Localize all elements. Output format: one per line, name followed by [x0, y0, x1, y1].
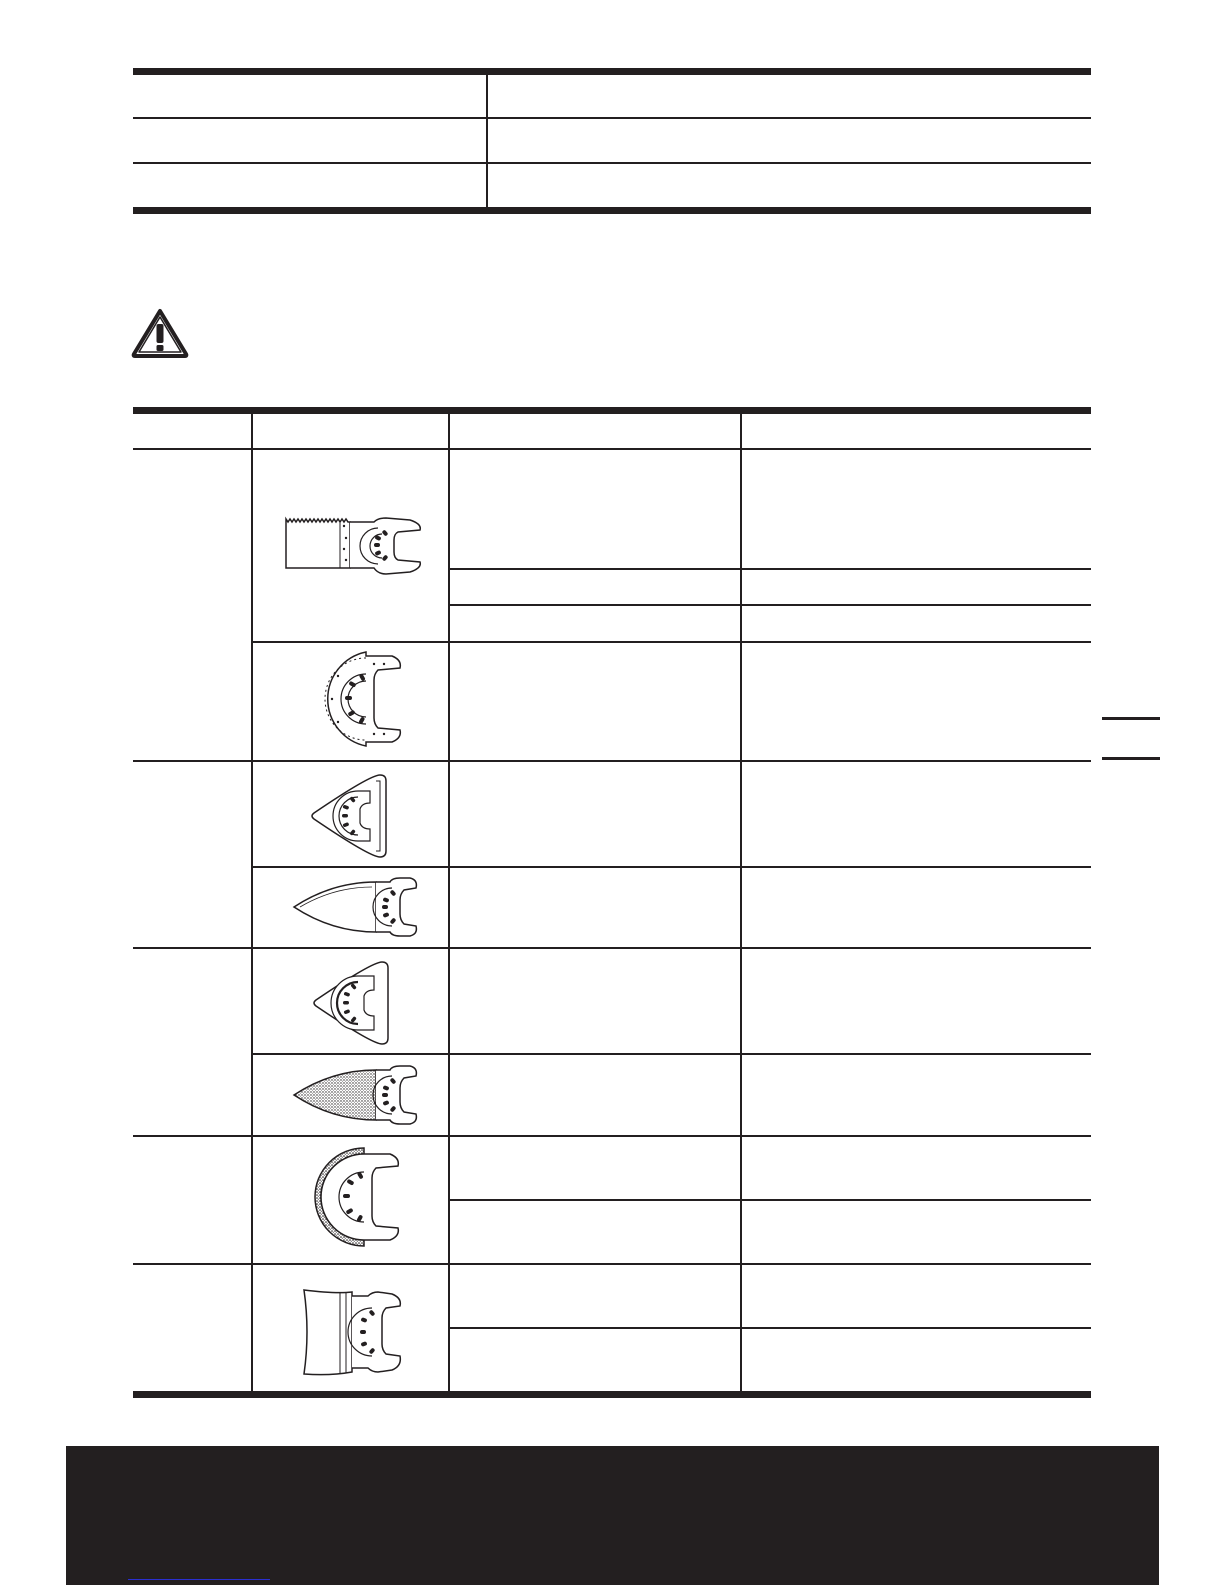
- row-divider: [252, 1053, 1091, 1055]
- sub-row-divider: [449, 1199, 1091, 1201]
- sub-row-divider: [449, 568, 1091, 570]
- accessory-table-top-rule: [133, 407, 1091, 414]
- semicircular-saw-blade-icon: [312, 648, 404, 750]
- warning-triangle-icon: [131, 308, 189, 358]
- column-divider: [448, 414, 450, 1391]
- row-divider: [252, 641, 1091, 643]
- side-tab-bottom-rule: [1102, 757, 1160, 760]
- accessory-table-header-rule: [133, 448, 1091, 450]
- triangle-sanding-pad-icon: [310, 773, 396, 859]
- carbide-grout-blade-icon: [310, 1146, 402, 1248]
- column-divider: [251, 414, 253, 1391]
- top-table-top-rule: [133, 68, 1091, 75]
- finger-rasp-icon: [292, 1064, 422, 1126]
- top-table-bottom-rule: [133, 207, 1091, 214]
- accessory-table-bottom-rule: [133, 1391, 1091, 1398]
- scraper-blade-icon: [300, 1286, 410, 1378]
- side-tab-top-rule: [1102, 717, 1160, 720]
- sub-row-divider: [449, 1327, 1091, 1329]
- plunge-cut-saw-blade-icon: [282, 516, 426, 574]
- footer-link-underline: [128, 1579, 270, 1580]
- group-divider: [133, 1263, 1091, 1265]
- column-divider: [740, 414, 742, 1391]
- group-divider: [133, 947, 1091, 949]
- top-table-column-divider: [486, 75, 488, 207]
- triangle-rasp-icon: [312, 960, 398, 1046]
- finger-sanding-pad-icon: [292, 876, 422, 938]
- group-divider: [133, 1135, 1091, 1137]
- sub-row-divider: [449, 604, 1091, 606]
- row-divider: [252, 866, 1091, 868]
- footer-band: [66, 1446, 1159, 1585]
- top-table-row-divider: [133, 162, 1091, 164]
- group-divider: [133, 760, 1091, 762]
- top-table-row-divider: [133, 117, 1091, 119]
